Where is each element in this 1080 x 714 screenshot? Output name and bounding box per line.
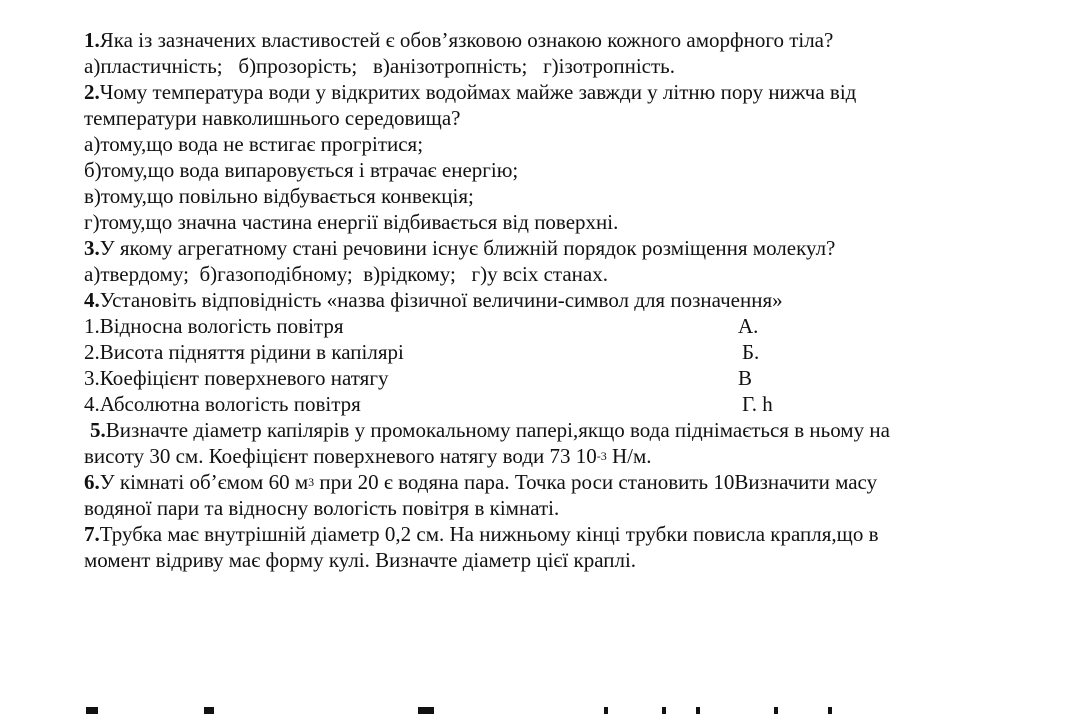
question-6-number: 6. xyxy=(84,470,100,494)
question-4-number: 4. xyxy=(84,288,100,312)
question-3-text: У якому агрегатному стані речовини існує ближній порядок розміщення молекул? xyxy=(99,236,836,260)
match-row xyxy=(84,365,1074,391)
question-5-unit: Н/м. xyxy=(606,444,652,468)
question-3 xyxy=(84,235,1074,261)
question-5-line2 xyxy=(84,443,1074,469)
question-7-text-line2: момент відриву має форму кулі. Визначте діаметр цієї краплі. xyxy=(84,548,637,572)
question-2-number: 2. xyxy=(84,80,100,104)
question-7-text-line1: Трубка має внутрішній діаметр 0,2 см. На нижньому кінці трубки повисла крапля,що в xyxy=(99,522,879,546)
question-7-number: 7. xyxy=(84,522,100,546)
question-2-option-a: а)тому,що вода не встигає прогрітися; xyxy=(84,132,424,156)
question-7 xyxy=(84,521,1074,547)
match-right: В xyxy=(738,366,753,390)
question-3-number: 3. xyxy=(84,236,100,260)
question-1-options: а)пластичність; б)прозорість; в)анізотропність; г)ізотропність. xyxy=(84,54,675,78)
question-3-options: а)твердому; б)газоподібному; в)рідкому; г)у всіх станах. xyxy=(84,262,608,286)
question-4-text: Установіть відповідність «назва фізичної величини-символ для позначення» xyxy=(99,288,783,312)
exponent: 3 xyxy=(308,475,315,489)
match-row xyxy=(84,391,1074,417)
question-6 xyxy=(84,469,1074,495)
question-6-text-part1: У кімнаті об’ємом 60 м xyxy=(99,470,309,494)
question-1-number: 1. xyxy=(84,28,100,52)
question-2-option-b: б)тому,що вода випаровується і втрачає енергію; xyxy=(84,158,519,182)
question-5-text-line2: висоту 30 см. Коефіцієнт поверхневого натягу води 73 10 xyxy=(84,444,597,468)
question-2-text-line2: температури навколишнього середовища? xyxy=(84,106,461,130)
question-5-number: 5. xyxy=(90,418,106,442)
match-row xyxy=(84,339,1074,365)
question-2-text-line1: Чому температура води у відкритих водоймах майже завжди у літню пору нижча від xyxy=(99,80,857,104)
question-5 xyxy=(84,417,1074,443)
match-left: 3.Коефіцієнт поверхневого натягу xyxy=(84,366,389,390)
question-2-option-c: в)тому,що повільно відбувається конвекція; xyxy=(84,184,474,208)
match-left: 1.Відносна вологість повітря xyxy=(84,314,344,338)
match-left: 2.Висота підняття рідини в капілярі xyxy=(84,340,404,364)
cut-off-text-line xyxy=(84,703,844,714)
exponent: -3 xyxy=(596,449,607,463)
question-2-option-d: г)тому,що значна частина енергії відбивається від поверхні. xyxy=(84,210,619,234)
question-1-text: Яка із зазначених властивостей є обов’язковою ознакою кожного аморфного тіла? xyxy=(99,28,834,52)
question-6-text-line2: водяної пари та відносну вологість повітря в кімнаті. xyxy=(84,496,560,520)
match-left: 4.Абсолютна вологість повітря xyxy=(84,392,361,416)
worksheet xyxy=(84,27,1074,573)
question-4 xyxy=(84,287,1074,313)
match-row xyxy=(84,313,1074,339)
question-6-text-part2: при 20 є водяна пара. Точка роси становить 10Визначити масу xyxy=(314,470,878,494)
match-right: А. xyxy=(738,314,759,338)
question-2 xyxy=(84,79,1074,105)
match-right: Б. xyxy=(742,340,760,364)
question-1 xyxy=(84,27,1074,53)
match-right: Г. h xyxy=(742,392,773,416)
question-5-text-line1: Визначте діаметр капілярів у промокальному папері,якщо вода піднімається в ньому на xyxy=(105,418,890,442)
